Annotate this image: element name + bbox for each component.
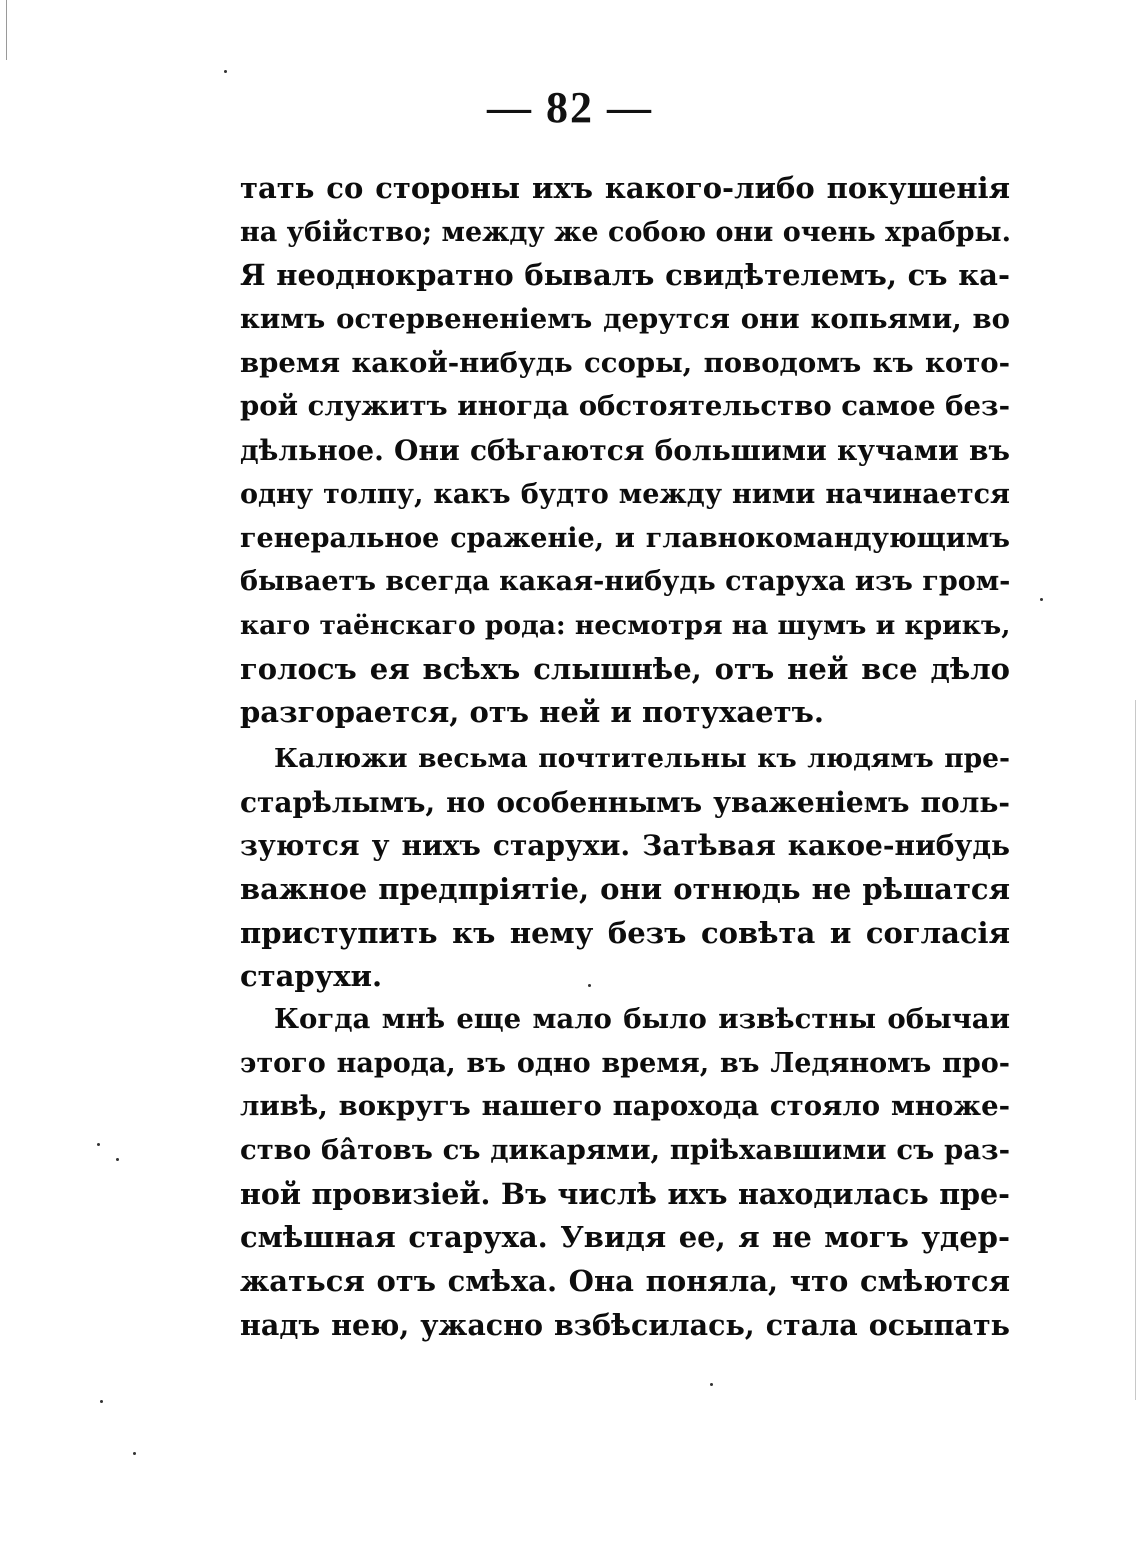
scan-speck [100,1400,103,1403]
text-line: зуются у нихъ старухи. Затѣвая какое-нибудь [240,829,1010,863]
text-line: каго таёнскаго рода: несмотря на шумъ и крикъ, [240,609,1011,641]
text-line: тать со стороны ихъ какого-либо покушенія [240,171,1010,205]
text-line: Я неоднократно бывалъ свидѣтелемъ, съ ка- [240,258,1010,293]
text-line: на убійство; между же собою они очень храбры. [240,216,1011,248]
text-line: этого народа, въ одно время, въ Ледяномъ про- [240,1047,1010,1079]
scan-speck [588,984,591,987]
text-line: старухи. [240,959,383,994]
scan-edge-left [6,0,7,60]
text-line: жаться отъ смѣха. Она поняла, что смѣются [240,1264,1010,1299]
text-line: важное предпріятіе, они отнюдь не рѣшатся [240,872,1010,907]
text-line: кимъ остервененіемъ дерутся они копьями, во [240,303,1010,336]
scan-speck [224,70,227,73]
page-number: — 82 — [487,83,653,132]
scan-speck [116,1158,119,1161]
text-line: старѣлымъ, но особеннымъ уваженіемъ поль- [240,785,1010,819]
text-line: Калюжи весьма почтительны къ людямъ пре- [274,743,1010,774]
scan-speck [133,1452,136,1455]
text-line: рой служитъ иногда обстоятельство самое без- [240,390,1010,423]
scan-speck [710,1383,713,1386]
text-line: дѣльное. Они сбѣгаются большими кучами въ [240,434,1010,468]
text-line: ство бâтовъ съ дикарями, пріѣхавшими съ раз- [240,1134,1010,1167]
scan-speck [1040,598,1043,601]
paragraph-2 [240,737,1010,999]
paragraph-1 [240,167,1010,735]
scan-speck [97,1143,100,1146]
scan-edge-right [1135,700,1136,1400]
text-line: разгорается, отъ ней и потухаетъ. [240,695,824,730]
text-line: надъ нею, ужасно взбѣсилась, стала осыпать [240,1307,1010,1342]
text-line: ной провизіей. Въ числѣ ихъ находилась пре- [240,1176,1010,1211]
text-line: одну толпу, какъ будто между ними начинается [240,478,1010,510]
text-line: голосъ ея всѣхъ слышнѣе, отъ ней все дѣло [240,651,1010,686]
text-line: генеральное сраженіе, и главнокомандующимъ [240,522,1010,554]
paragraph-3 [240,998,1010,1348]
text-line: бываетъ всегда какая-нибудь старуха изъ гром- [240,566,1011,598]
text-line: время какой-нибудь ссоры, поводомъ къ кото- [240,346,1010,379]
text-line: ливѣ, вокругъ нашего парохода стояло множе- [240,1090,1010,1123]
text-line: Когда мнѣ еще мало было извѣстны обычаи [274,1003,1010,1035]
text-line: смѣшная старуха. Увидя ее, я не могъ удер- [240,1220,1010,1255]
text-line: приступить къ нему безъ совѣта и согласія [240,915,1010,950]
